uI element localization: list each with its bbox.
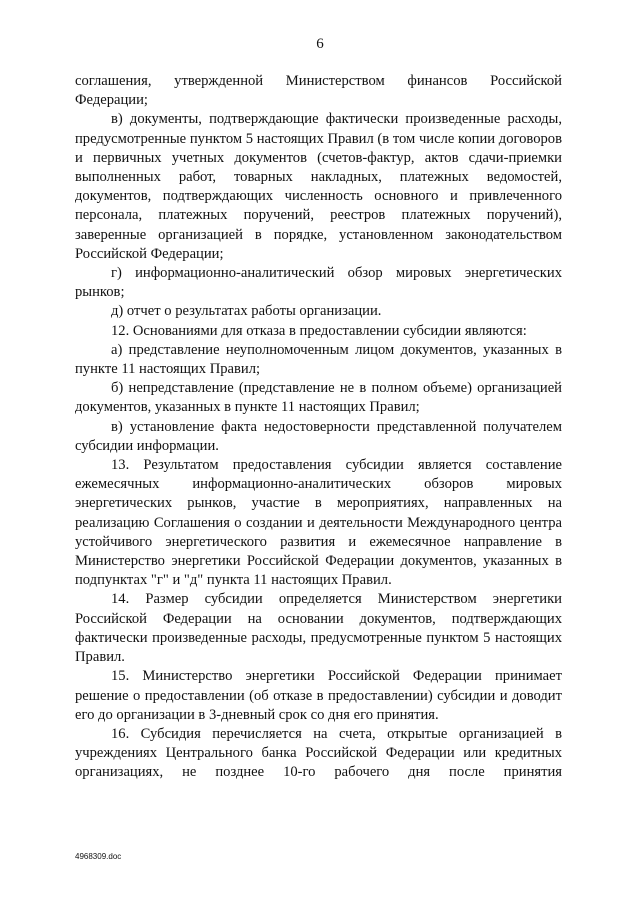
paragraph: 16. Субсидия перечисляется на счета, открытые организацией в учреждениях Центрального банка Российской Федерации или кредитных организациях, не позднее 10-го рабочего дня после принятия: [75, 725, 562, 781]
paragraph: в) установление факта недостоверности представленной получателем субсидии информации.: [75, 418, 562, 454]
paragraph: а) представление неуполномоченным лицом документов, указанных в пункте 11 настоящих Правил;: [75, 341, 562, 378]
file-name-footer: 4968309.doc: [75, 852, 122, 861]
paragraph: 15. Министерство энергетики Российской Федерации принимает решение о предоставлении (об отказе в предоставлении) субсидии и доводит его до организации в 3-дневный срок со дня его принятия.: [75, 668, 562, 723]
paragraph: 14. Размер субсидии определяется Министерством энергетики Российской Федерации на основании документов, подтверждающих фактически произведенные расходы, предусмотренные пунктом 5 настоящих Правил.: [75, 591, 562, 666]
paragraph: д) отчет о результатах работы организации.: [111, 303, 382, 320]
paragraph: соглашения, утвержденной Министерством финансов Российской Федерации;: [75, 73, 562, 109]
paragraph: г) информационно-аналитический обзор мировых энергетических рынков;: [75, 265, 562, 301]
paragraph: б) непредставление (представление не в полном объеме) организацией документов, указанных в пункте 11 настоящих Правил;: [75, 380, 562, 416]
paragraph: 13. Результатом предоставления субсидии является составление ежемесячных информационно-аналитических обзоров мировых энергетических рынков, участие в мероприятиях, направленных на реализацию Соглашения о создании и деятельности Международного центра устойчивого энергетического развития и ежемесячное направление в Министерство энергетики Российской Федерации документов, указанных в подпунктах "г" и "д" пункта 11 настоящих Правил.: [75, 457, 562, 589]
page-number: 6: [316, 36, 324, 52]
paragraph: в) документы, подтверждающие фактически произведенные расходы, предусмотренные пунктом 5 настоящих Правил (в том числе копии договоров и первичных учетных документов (счетов-фактур, актов сдачи-приемки выполненных работ, товарных накладных, платежных ведомостей, документов, подтверждающих численность основного и привлеченного персонала, платежных поручений, реестров платежных поручений), заверенные организацией в порядке, установленном законодательством Российской Федерации;: [75, 111, 562, 262]
document-body: [75, 72, 562, 783]
paragraph: 12. Основаниями для отказа в предоставлении субсидии являются:: [111, 322, 527, 339]
